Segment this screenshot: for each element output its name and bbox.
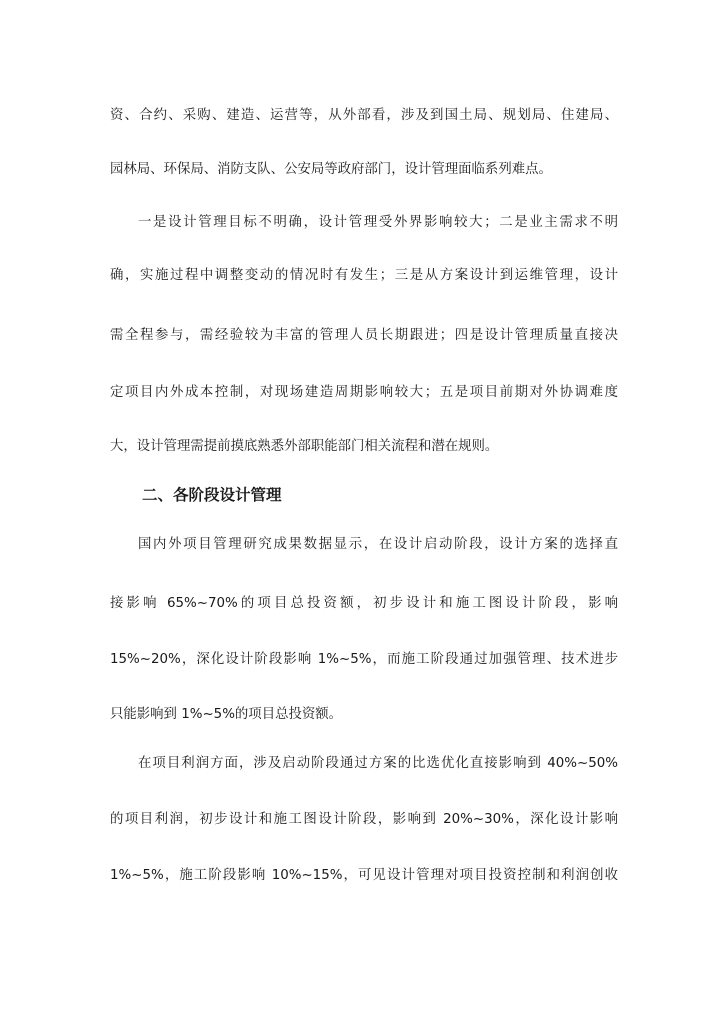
p2-line-3: 需全程参与，需经验较为丰富的管理人员长期跟进；四是设计管理质量直接决 xyxy=(110,328,618,343)
p2-line-2: 确，实施过程中调整变动的情况时有发生；三是从方案设计到运维管理，设计 xyxy=(110,268,618,283)
p1-line-2: 园林局、环保局、消防支队、公安局等政府部门，设计管理面临系列难点。 xyxy=(110,162,552,177)
p3-line-2: 接影响 65%~70%的项目总投资额，初步设计和施工图设计阶段，影响 xyxy=(110,596,618,611)
p2-line-1: 一是设计管理目标不明确，设计管理受外界影响较大；二是业主需求不明 xyxy=(138,215,618,230)
p4-line-3: 1%~5%，施工阶段影响 10%~15%，可见设计管理对项目投资控制和利润创收 xyxy=(110,868,618,883)
p1-line-1: 资、合约、采购、建造、运营等，从外部看，涉及到国土局、规划局、住建局、 xyxy=(110,108,618,123)
p4-line-1: 在项目利润方面，涉及启动阶段通过方案的比选优化直接影响到 40%~50% xyxy=(138,756,618,771)
section-heading: 二、各阶段设计管理 xyxy=(142,486,282,504)
p2-line-4: 定项目内外成本控制，对现场建造周期影响较大；五是项目前期对外协调难度 xyxy=(110,385,618,400)
p3-line-1: 国内外项目管理研究成果数据显示，在设计启动阶段，设计方案的选择直 xyxy=(138,537,618,552)
p4-line-2: 的项目利润，初步设计和施工图设计阶段，影响到 20%~30%，深化设计影响 xyxy=(110,812,618,827)
p2-line-5: 大，设计管理需提前摸底熟悉外部职能部门相关流程和潜在规则。 xyxy=(110,439,499,454)
p3-line-4: 只能影响到 1%~5%的项目总投资额。 xyxy=(110,707,343,722)
p3-line-3: 15%~20%，深化设计阶段影响 1%~5%，而施工阶段通过加强管理、技术进步 xyxy=(110,652,618,667)
